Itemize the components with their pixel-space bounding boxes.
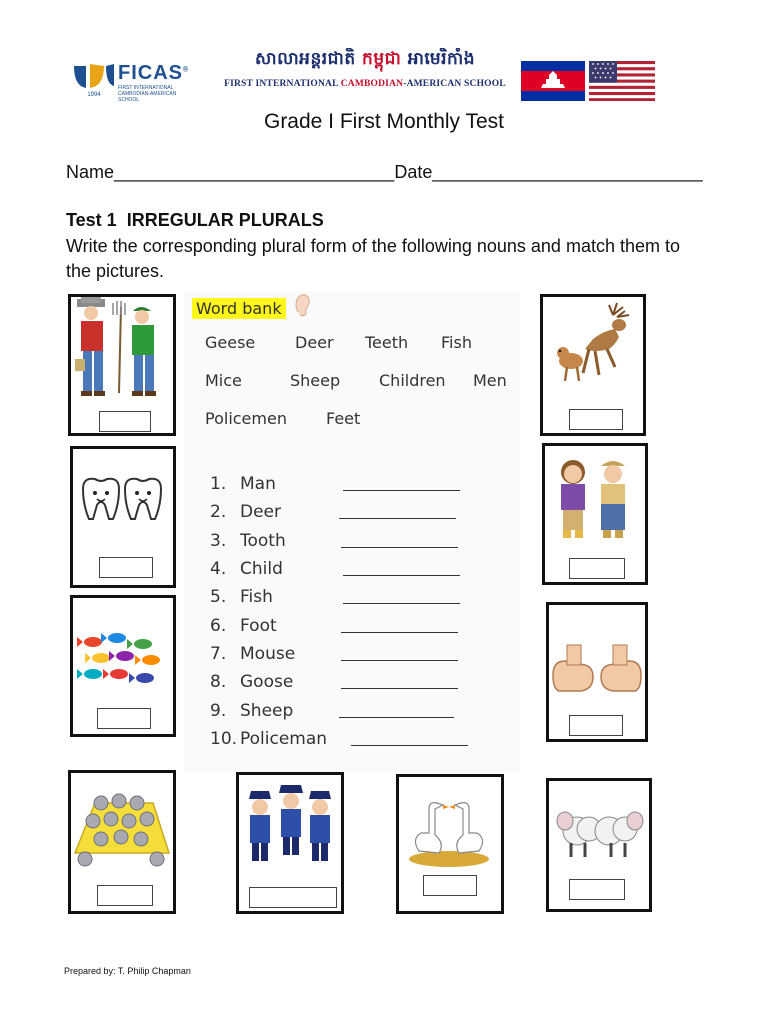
page-title: Grade I First Monthly Test: [263, 110, 505, 133]
word-bank-word: Geese: [205, 333, 256, 352]
logo-subtitle: FIRST INTERNATIONAL CAMBODIAN-AMERICAN SCHOOL: [118, 85, 177, 103]
cambodia-flag-icon: [521, 61, 585, 101]
answer-line[interactable]: [343, 575, 460, 576]
picture-answer-box[interactable]: [569, 715, 623, 736]
word-bank-word: Feet: [326, 409, 361, 428]
logo-registered-mark: ®: [183, 66, 190, 74]
test-heading: Test 1 IRREGULAR PLURALS: [66, 210, 324, 230]
question-row: 5. Fish: [210, 587, 273, 607]
word-bank-word: Sheep: [290, 371, 341, 390]
footer-credit: Prepared by: T. Philip Chapman: [64, 966, 191, 976]
teeth-picture: [70, 446, 176, 588]
picture-answer-box[interactable]: [99, 557, 153, 578]
word-bank-title: Word bank: [192, 298, 286, 319]
word-bank-word: Mice: [205, 371, 242, 390]
ficas-logo-icon: [70, 60, 118, 98]
school-name-khmer: សាលាអន្តរជាតិ កម្ពុជា អាមេរិកាំង: [255, 49, 475, 69]
word-bank-word: Men: [473, 371, 507, 390]
ficas-logo-text: [118, 62, 189, 103]
word-bank-word: Teeth: [365, 333, 409, 352]
picture-answer-box[interactable]: [97, 885, 153, 906]
answer-line[interactable]: [341, 632, 458, 633]
answer-line[interactable]: [341, 547, 458, 548]
feet-picture: [546, 602, 648, 742]
question-row: 8. Goose: [210, 672, 294, 692]
flags-icon: [521, 61, 655, 101]
logo-year: 1994: [87, 92, 101, 98]
answer-line[interactable]: [341, 688, 458, 689]
sheep-picture: [546, 778, 652, 912]
question-row: 6. Foot: [210, 616, 277, 636]
word-bank-word: Deer: [295, 333, 334, 352]
deer-picture: [540, 294, 646, 436]
question-row: 3. Tooth: [210, 531, 286, 551]
test-instructions: Write the corresponding plural form of the following nouns and match them to the pictures.: [66, 236, 680, 281]
ear-icon: [292, 292, 314, 318]
usa-flag-icon: [589, 61, 655, 101]
question-row: 2. Deer: [210, 502, 281, 522]
answer-line[interactable]: [339, 518, 456, 519]
question-row: 1. Man: [210, 474, 276, 494]
question-row: 10. Policeman: [210, 729, 328, 749]
picture-answer-box[interactable]: [569, 558, 625, 579]
word-bank-word: Children: [379, 371, 446, 390]
picture-answer-box[interactable]: [249, 887, 337, 908]
geese-picture: [396, 774, 504, 914]
answer-line[interactable]: [339, 717, 454, 718]
policemen-picture: [236, 772, 344, 914]
school-name-english: FIRST INTERNATIONAL CAMBODIAN-AMERICAN SCHOOL: [224, 79, 506, 89]
children-picture: [542, 443, 648, 585]
picture-answer-box[interactable]: [423, 875, 477, 896]
men-picture: [68, 294, 176, 436]
word-bank-word: Fish: [441, 333, 472, 352]
picture-answer-box[interactable]: [99, 411, 151, 432]
answer-line[interactable]: [343, 603, 460, 604]
school-header: [0, 0, 768, 110]
question-row: 7. Mouse: [210, 644, 296, 664]
picture-answer-box[interactable]: [97, 708, 151, 729]
picture-answer-box[interactable]: [569, 879, 625, 900]
picture-answer-box[interactable]: [569, 409, 623, 430]
answer-line[interactable]: [351, 745, 468, 746]
answer-line[interactable]: [341, 660, 458, 661]
fish-picture: [70, 595, 176, 737]
question-row: 9. Sheep: [210, 701, 294, 721]
logo-brand: FICAS: [118, 62, 183, 84]
word-bank-word: Policemen: [205, 409, 287, 428]
mice-picture: [68, 770, 176, 914]
question-row: 4. Child: [210, 559, 283, 579]
answer-line[interactable]: [343, 490, 460, 491]
name-date-field[interactable]: Name____________________________Date___________________________: [66, 162, 703, 182]
